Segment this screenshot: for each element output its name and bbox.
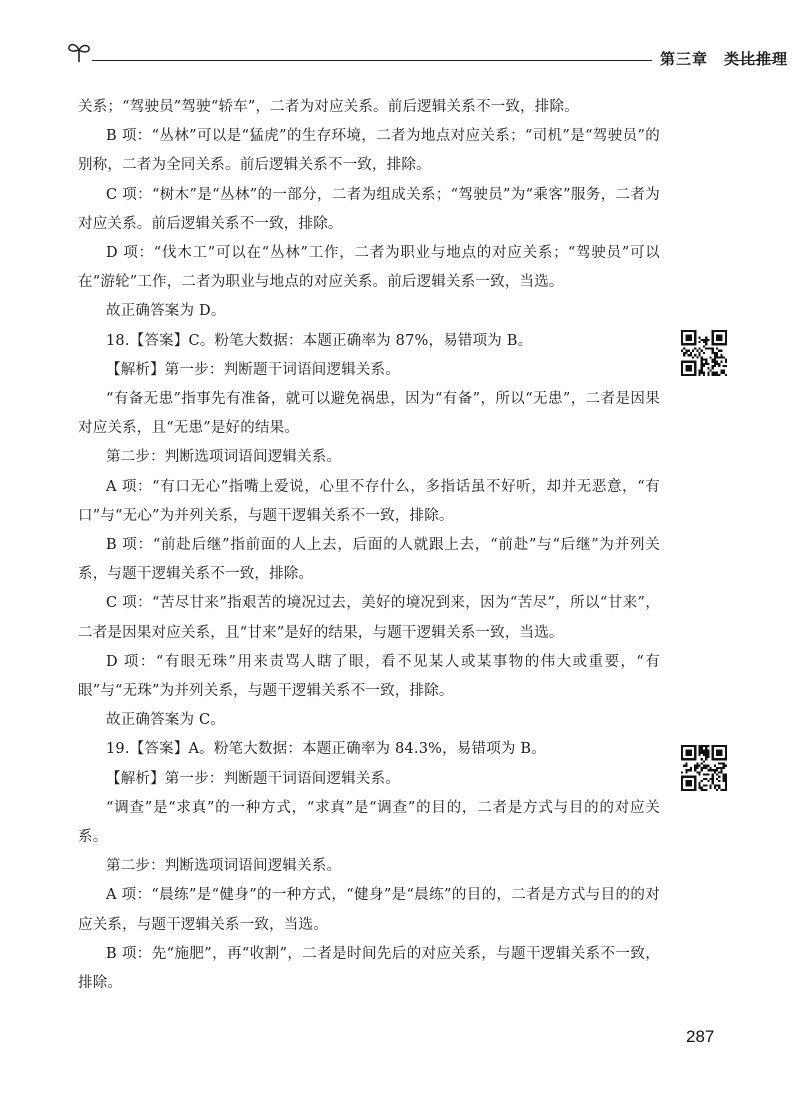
answer-heading: 19.【答案】A。粉笔大数据：本题正确率为 84.3%，易错项为 B。 — [106, 741, 546, 758]
paragraph: B 项：“丛林”可以是“猛虎”的生存环境，二者为地点对应关系；“司机”是“驾驶员”的别称，二者为全同关系。前后逻辑关系不一致，排除。 — [78, 128, 660, 174]
section-title: 类比推理 — [724, 50, 789, 68]
paragraph: B 项：先“施肥”，再“收割”，二者是时间先后的对应关系，与题干逻辑关系不一致，排除。 — [78, 945, 660, 992]
paragraph: 【解析】第一步：判断题干词语间逻辑关系。 — [106, 770, 400, 787]
header-rule — [92, 60, 652, 61]
paragraph: D 项：“伐木工”可以在“丛林”工作，二者为职业与地点的对应关系；“驾驶员”可以在“游轮”工作，二者为职业与地点的对应关系。前后逻辑关系一致，当选。 — [78, 245, 660, 291]
header-rule-right — [734, 60, 774, 61]
paragraph: D 项：“有眼无珠”用来责骂人瞎了眼，看不见某人或某事物的伟大或重要，“有眼”与“无珠”为并列关系，与题干逻辑关系不一致，排除。 — [78, 653, 660, 700]
paragraph: 【解析】第一步：判断题干词语间逻辑关系。 — [106, 361, 400, 378]
paragraph: 故正确答案为 D。 — [106, 303, 226, 320]
page-number: 287 — [686, 1027, 715, 1046]
page-body — [78, 93, 660, 998]
sprout-icon — [66, 38, 92, 64]
qr-code-icon[interactable] — [681, 745, 727, 791]
qr-code-icon[interactable] — [681, 330, 727, 376]
paragraph: C 项：“树木”是“丛林”的一部分，二者为组成关系；“驾驶员”为“乘客”服务，二者为对应关系。前后逻辑关系不一致，排除。 — [78, 186, 660, 232]
paragraph: B 项：“前赴后继”指前面的人上去，后面的人就跟上去，“前赴”与“后继”为并列关系，与题干逻辑关系不一致，排除。 — [78, 537, 660, 583]
running-header — [62, 38, 789, 78]
paragraph: “有备无患”指事先有准备，就可以避免祸患，因为“有备”，所以“无患”，二者是因果对应关系，且“无患”是好的结果。 — [78, 391, 660, 437]
paragraph: 第二步：判断选项词语间逻辑关系。 — [106, 449, 342, 466]
paragraph: 关系；“驾驶员”驾驶“轿车”，二者为对应关系。前后逻辑关系不一致，排除。 — [78, 99, 579, 115]
paragraph: “调查”是“求真”的一种方式，“求真”是“调查”的目的，二者是方式与目的的对应关系。 — [78, 799, 660, 846]
paragraph: 第二步：判断选项词语间逻辑关系。 — [106, 858, 342, 875]
paragraph: A 项：“有口无心”指嘴上爱说，心里不存什么，多指话虽不好听，却并无恶意，“有口”与“无心”为并列关系，与题干逻辑关系不一致，排除。 — [78, 478, 660, 524]
paragraph: A 项：“晨练”是“健身”的一种方式，“健身”是“晨练”的目的，二者是方式与目的的对应关系，与题干逻辑关系一致，当选。 — [78, 887, 660, 933]
paragraph: 故正确答案为 C。 — [106, 712, 226, 729]
chapter-title: 第三章 — [660, 50, 709, 68]
paragraph: C 项：“苦尽甘来”指艰苦的境况过去，美好的境况到来，因为“苦尽”，所以“甘来”，二者是因果对应关系，且“甘来”是好的结果，与题干逻辑关系一致，当选。 — [78, 595, 660, 641]
answer-heading: 18.【答案】C。粉笔大数据：本题正确率为 87%，易错项为 B。 — [106, 332, 533, 349]
